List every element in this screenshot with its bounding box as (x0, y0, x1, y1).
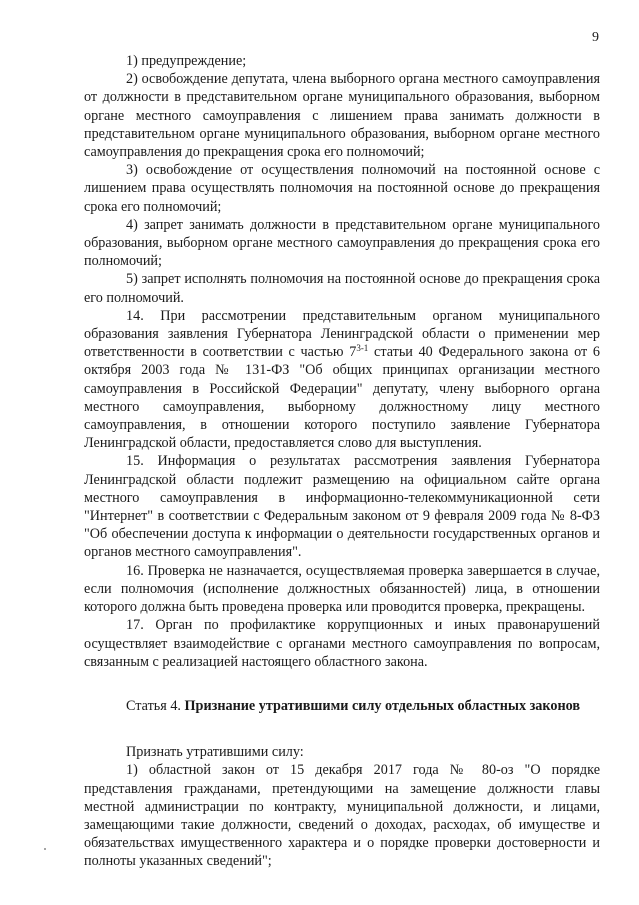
page-number: 9 (592, 30, 599, 45)
paragraph-17: 17. Орган по профилактике коррупционных и иных правонарушений осуществляет взаимодействие с органами местного самоуправления по вопросам, связанным с реализацией настоящего областного закона. (84, 617, 600, 670)
paragraph-item-4: 4) запрет занимать должности в представительном органе муниципального образования, выборном органе местного самоуправления до прекращения срока его полномочий; (84, 216, 600, 270)
paragraph-15: 15. Информация о результатах рассмотрения заявления Губернатора Ленинградской области подлежит размещению на официальном сайте органа местного самоуправления в информационно-телекоммуникационной сети "Интернет" в соответствии с Федеральным законом от 9 февраля 2009 года № 8-ФЗ "Об обеспечении доступа к информации о деятельности государственных органов и органов местного самоуправления". (84, 453, 600, 561)
article-heading (84, 697, 600, 715)
article-title: Признание утратившими силу отдельных областных законов (184, 697, 581, 714)
paragraph-item-3: 3) освобождение от осуществления полномочий на постоянной основе с лишением права осуществлять полномочия на постоянной основе до прекращения срока его полномочий; (84, 162, 600, 215)
article-prefix: Статья 4. (126, 697, 185, 714)
paragraph-16: 16. Проверка не назначается, осуществляемая проверка завершается в случае, если полномочия (исполнение должностных обязанностей) лица, в отношении которого должна быть проведена проверка или проводится проверка, прекращены. (84, 562, 600, 616)
paragraph-item-2: 2) освобождение депутата, члена выборного органа местного самоуправления от должности в представительном органе муниципального образования, выборном органе местного самоуправления с лишением права занимать должности в представительном органе муниципального образования, выборном органе местного самоуправления до прекращения срока его полномочий; (84, 71, 600, 161)
document-body (84, 52, 600, 871)
article-intro: Признать утратившими силу: (126, 744, 304, 761)
article-item-1: 1) областной закон от 15 декабря 2017 года № 80-оз "О порядке представления гражданами, претендующими на замещение должности главы местной администрации по контракту, муниципальной должности, и лицами, замещающими такие должности, сведений о доходах, расходах, об имуществе и обязательствах имущественного характера и о порядке проверки достоверности и полноты указанных сведений"; (84, 762, 600, 870)
scan-speck (44, 848, 46, 850)
paragraph-14 (84, 307, 600, 453)
paragraph-14-text-b: статьи 40 Федерального закона от 6 октября 2003 года № 131-ФЗ "Об общих принципах организации местного самоуправления в Российской Федерации" депутату, члену выборного органа местного самоуправления, выборному должностному лицу местного самоуправления, в отношении которого поступило заявление Губернатора Ленинградской области, предоставляется слово для выступления. (84, 344, 601, 452)
paragraph-14-text-a: 14. При рассмотрении представительным органом муниципального образования заявления Губернатора Ленинградской области о применении мер ответственности в соответствии с частью 7 (84, 307, 600, 361)
paragraph-item-5: 5) запрет исполнять полномочия на постоянной основе до прекращения срока его полномочий. (84, 271, 600, 306)
paragraph-item-1: 1) предупреждение; (126, 53, 247, 69)
superscript: 3-1 (356, 343, 369, 354)
